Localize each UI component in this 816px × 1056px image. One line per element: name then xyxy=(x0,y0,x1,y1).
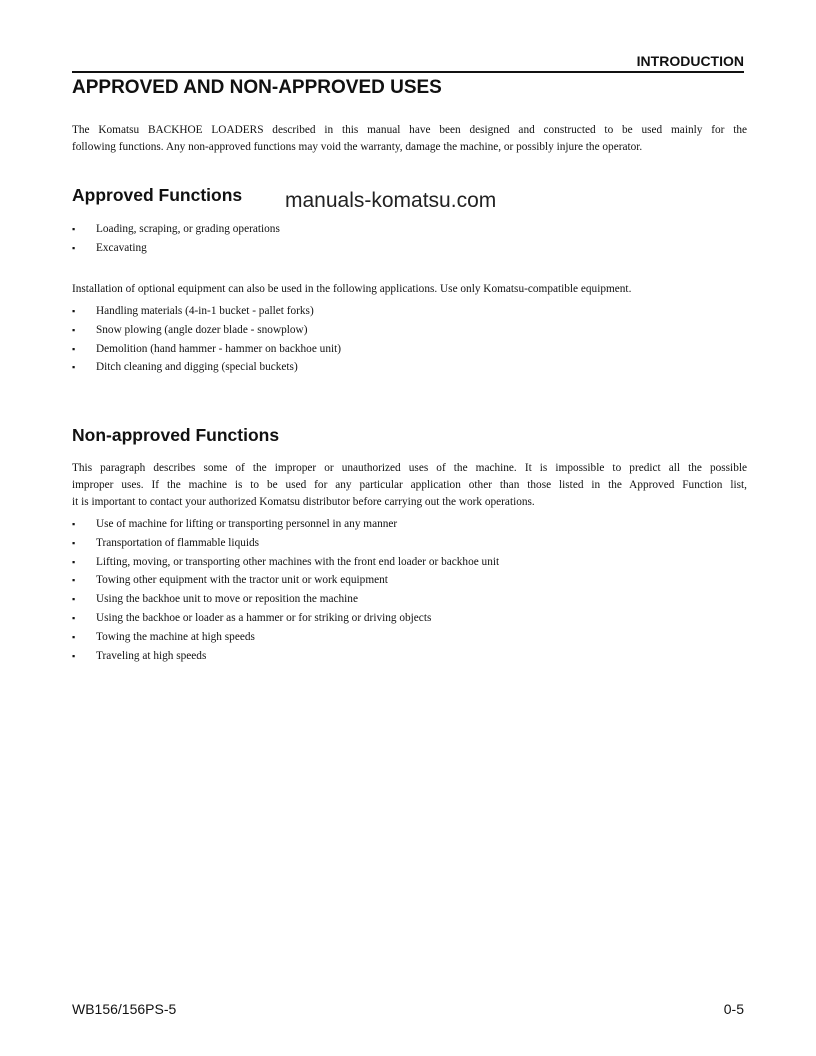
list-item xyxy=(72,220,280,239)
bullet-icon: ▪ xyxy=(72,594,76,605)
bullet-icon: ▪ xyxy=(72,556,76,567)
bullet-icon: ▪ xyxy=(72,631,76,642)
list-item-text: Towing the machine at high speeds xyxy=(96,630,255,643)
bullet-icon: ▪ xyxy=(72,650,76,661)
page-title: APPROVED AND NON-APPROVED USES xyxy=(72,77,442,98)
section-header: INTRODUCTION xyxy=(636,53,744,69)
list-item xyxy=(72,553,499,572)
bullet-icon: ▪ xyxy=(72,306,76,316)
header-rule xyxy=(72,71,744,73)
bullet-icon: ▪ xyxy=(72,612,76,623)
list-item-text: Excavating xyxy=(96,241,147,254)
list-item-text: Lifting, moving, or transporting other machines with the front end loader or backhoe unit xyxy=(96,555,500,568)
paragraph-line: it is important to contact your authorized Komatsu distributor before carrying out the work operations. xyxy=(72,496,535,508)
intro-line: The Komatsu BACKHOE LOADERS described in this manual have been designed and constructed to be used mainly for the xyxy=(72,124,747,136)
list-item xyxy=(72,340,341,359)
footer-page-number: 0-5 xyxy=(723,1001,744,1017)
list-item xyxy=(72,628,499,647)
optional-list xyxy=(72,302,341,377)
list-item xyxy=(72,239,280,258)
optional-text: Installation of optional equipment can also be used in the following applications. Use only Komatsu-compatible equipment. xyxy=(72,283,632,295)
list-item-text: Transportation of flammable liquids xyxy=(96,536,260,549)
list-item xyxy=(72,571,499,590)
list-item-text: Using the backhoe unit to move or reposition the machine xyxy=(96,593,358,606)
list-item-text: Towing other equipment with the tractor unit or work equipment xyxy=(96,574,388,587)
list-item xyxy=(72,534,499,553)
non-approved-list xyxy=(72,515,499,665)
list-item-text: Snow plowing (angle dozer blade - snowplow) xyxy=(96,323,308,336)
bullet-icon: ▪ xyxy=(72,343,76,354)
list-item xyxy=(72,647,499,666)
list-item-text: Loading, scraping, or grading operations xyxy=(96,223,280,235)
intro-paragraph xyxy=(72,122,747,156)
bullet-icon: ▪ xyxy=(72,362,76,373)
intro-line: following functions. Any non-approved functions may void the warranty, damage the machine, or possibly injure the operator. xyxy=(72,141,643,153)
paragraph-line: This paragraph describes some of the improper or unauthorized uses of the machine. It is impossible to predict all the possible xyxy=(72,462,747,474)
footer-model: WB156/156PS-5 xyxy=(72,1001,177,1017)
list-item-text: Handling materials (4-in-1 bucket - pallet forks) xyxy=(96,305,314,317)
non-approved-paragraph xyxy=(72,460,747,511)
list-item xyxy=(72,358,341,377)
list-item xyxy=(72,302,341,321)
list-item-text: Demolition (hand hammer - hammer on backhoe unit) xyxy=(96,342,342,355)
approved-heading: Approved Functions xyxy=(72,185,243,205)
list-item xyxy=(72,590,499,609)
list-item xyxy=(72,515,499,534)
bullet-icon: ▪ xyxy=(72,537,76,548)
bullet-icon: ▪ xyxy=(72,519,76,529)
paragraph-line: improper uses. If the machine is to be used for any particular application other than those listed in the Approved Function list, xyxy=(72,479,747,491)
list-item-text: Use of machine for lifting or transporting personnel in any manner xyxy=(96,518,398,530)
list-item-text: Traveling at high speeds xyxy=(96,649,207,662)
list-item xyxy=(72,321,341,340)
list-item xyxy=(72,609,499,628)
non-approved-heading: Non-approved Functions xyxy=(72,425,280,445)
bullet-icon: ▪ xyxy=(72,224,76,234)
list-item-text: Ditch cleaning and digging (special buckets) xyxy=(96,361,298,374)
watermark: manuals-komatsu.com xyxy=(285,189,497,212)
bullet-icon: ▪ xyxy=(72,242,76,253)
list-item-text: Using the backhoe or loader as a hammer or for striking or driving objects xyxy=(96,611,432,624)
approved-list xyxy=(72,220,280,258)
bullet-icon: ▪ xyxy=(72,575,76,586)
bullet-icon: ▪ xyxy=(72,324,76,335)
